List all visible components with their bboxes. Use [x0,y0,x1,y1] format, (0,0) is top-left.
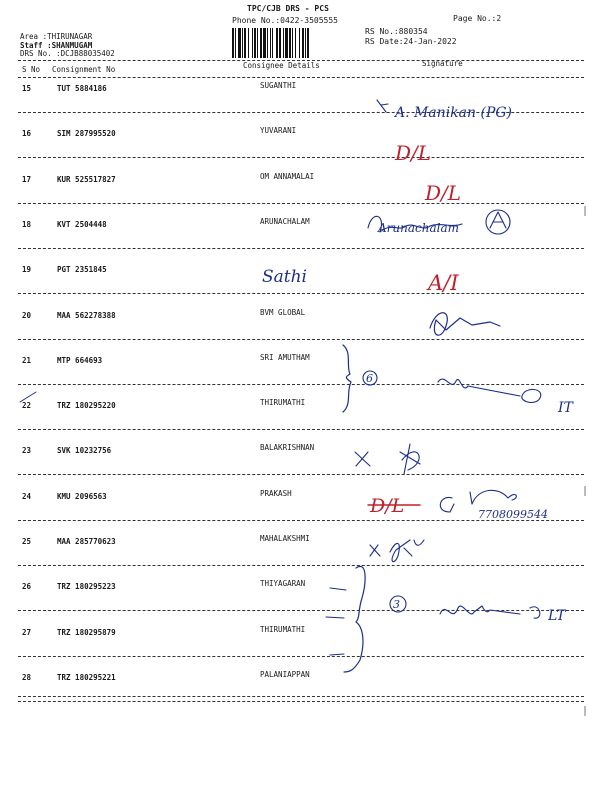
row-consignee: THIYAGARAN [260,579,306,588]
row-consignee: BALAKRISHNAN [260,443,315,452]
row-consignee: ARUNACHALAM [260,217,310,226]
hw-row17: D/L [425,181,462,205]
signature-row-23 [355,444,420,474]
hw-row19-name: Sathi [262,267,307,287]
col-sno: S No [22,65,41,74]
punch-mark [584,706,586,716]
row-consignment: SIM 287995520 [57,129,116,138]
row-consignment: TRZ 180295879 [57,628,116,637]
row-sno: 28 [22,673,32,682]
row-consignee: YUVARANI [260,126,297,135]
signature-row-22 [438,379,541,402]
row-consignment: TUT 5884186 [57,84,107,93]
row-consignment: KVT 2504448 [57,220,107,229]
hw-row27-count: 3 [393,598,400,611]
row-consignment: MAA 285770623 [57,537,116,546]
row-sno: 18 [22,220,32,229]
drs-number: DRS No. :DCJB88035402 [20,49,115,58]
row-sno: 22 [22,401,32,410]
signature-row-27 [440,606,540,618]
sheet-title: TPC/CJB DRS - PCS [247,4,329,13]
row-consignment: KUR 525517827 [57,175,116,184]
bracket-21-22 [343,345,351,412]
row-consignee: SUGANTHI [260,81,297,90]
rs-date: RS Date:24-Jan-2022 [365,37,457,46]
row-consignee: PRAKASH [260,489,292,498]
row-consignee: PALANIAPPAN [260,670,310,679]
row-consignment: TRZ 180295223 [57,582,116,591]
rs-number: RS No.:880354 [365,27,428,36]
row-consignment: MTP 664693 [57,356,103,365]
hw-row24-phone: 7708099544 [478,508,548,521]
signature-row-25 [370,540,424,562]
row-sno: 19 [22,265,32,274]
row-sno: 16 [22,129,32,138]
hw-row18: Arunachalam [378,221,459,235]
row-consignee: SRI AMUTHAM [260,353,310,362]
bracket-26-28 [344,566,365,672]
punch-mark [584,486,586,496]
hw-row27-mark: LT [548,608,566,624]
signature-row-15 [377,100,388,112]
row-sno: 24 [22,492,32,501]
row-consignee: MAHALAKSHMI [260,534,310,543]
row-consignment: PGT 2351845 [57,265,107,274]
row-sno: 20 [22,311,32,320]
page-number: Page No.:2 [453,14,502,23]
signature-row-20 [430,313,500,335]
row-consignee: BVM GLOBAL [260,308,306,317]
area-label: Area :THIRUNAGAR [20,32,93,41]
row-sno: 15 [22,84,32,93]
hw-row22-mark: IT [558,400,573,416]
row-sno: 23 [22,446,32,455]
row-consignee: OM ANNAMALAI [260,172,315,181]
row-consignee: THIRUMATHI [260,625,306,634]
staff-label: Staff :SHANMUGAM [20,41,93,50]
hw-row19-mark: A/I [428,271,459,295]
hw-row15: A. Manikan (PG) [395,105,513,121]
row-consignment: TRZ 180295221 [57,673,116,682]
phone-number: Phone No.:0422-3505555 [232,16,338,25]
row-sno: 27 [22,628,32,637]
row-sno: 17 [22,175,32,184]
row-consignment: TRZ 180295220 [57,401,116,410]
hw-row24-mark: D/L [370,495,405,517]
row-consignment: SVK 10232756 [57,446,112,455]
row-consignee: THIRUMATHI [260,398,306,407]
row-22-tick [20,392,36,402]
col-consignment: Consignment No [52,65,116,74]
row-consignment: KMU 2096563 [57,492,107,501]
hw-row22-count: 6 [366,372,373,385]
row-sno: 26 [22,582,32,591]
row-consignment: MAA 562278388 [57,311,116,320]
hw-row16: D/L [395,141,432,165]
col-signature: Signature [422,59,463,68]
punch-mark [584,206,586,216]
row-sno: 21 [22,356,32,365]
col-consignee: Consignee Details [243,61,320,70]
row-sno: 25 [22,537,32,546]
